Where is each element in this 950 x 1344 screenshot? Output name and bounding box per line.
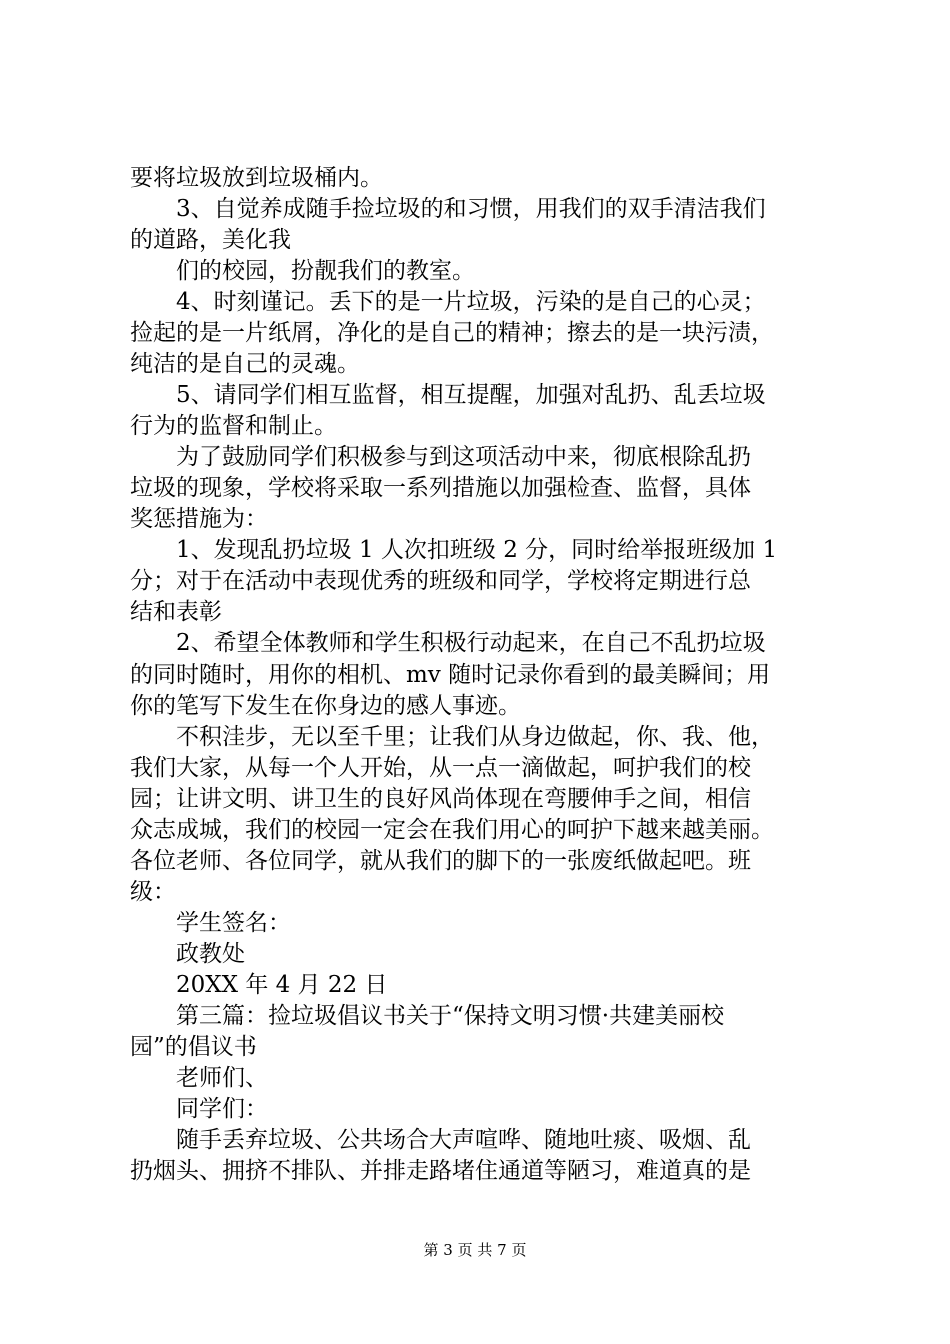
text-line: 为了鼓励同学们积极参与到这项活动中来，彻底根除乱扔 [176, 444, 751, 470]
text-line: 分；对于在活动中表现优秀的班级和同学，学校将定期进行总 [130, 568, 751, 594]
text-line: 园”的倡议书 [130, 1034, 257, 1060]
text-line: 众志成城，我们的校园一定会在我们用心的呵护下越来越美丽。 [130, 817, 774, 843]
text-line: 我们大家，从每一个人开始，从一点一滴做起，呵护我们的校 [130, 755, 751, 781]
text-line: 垃圾的现象，学校将采取一系列措施以加强检查、监督，具体 [130, 475, 751, 501]
text-line: 3、自觉养成随手捡垃圾的和习惯，用我们的双手清洁我们 [176, 196, 766, 222]
text-line: 第三篇：捡垃圾倡议书关于“保持文明习惯·共建美丽校 [176, 1003, 725, 1029]
text-line: 的道路，美化我 [130, 227, 291, 253]
text-line: 园；让讲文明、讲卫生的良好风尚体现在弯腰伸手之间，相信 [130, 786, 751, 812]
text-line: 各位老师、各位同学，就从我们的脚下的一张废纸做起吧。班 [130, 848, 751, 874]
text-line: 你的笔写下发生在你身边的感人事迹。 [130, 693, 521, 719]
text-line: 们的校园，扮靓我们的教室。 [176, 258, 475, 284]
text-line: 同学们： [176, 1096, 268, 1122]
text-line: 5、请同学们相互监督，相互提醒，加强对乱扔、乱丢垃圾 [176, 382, 766, 408]
text-line: 2、希望全体教师和学生积极行动起来，在自己不乱扔垃圾 [176, 630, 766, 656]
text-line: 1、发现乱扔垃圾 1 人次扣班级 2 分，同时给举报班级加 1 [176, 537, 778, 563]
text-line: 级： [130, 879, 176, 905]
text-line: 20XX 年 4 月 22 日 [176, 972, 388, 998]
text-line: 不积洼步，无以至千里；让我们从身边做起，你、我、他， [176, 724, 774, 750]
text-line: 行为的监督和制止。 [130, 413, 337, 439]
text-line: 随手丢弃垃圾、公共场合大声喧哗、随地吐痰、吸烟、乱 [176, 1127, 751, 1153]
text-line: 4、时刻谨记。丢下的是一片垃圾，污染的是自己的心灵； [176, 289, 766, 315]
text-line: 纯洁的是自己的灵魂。 [130, 351, 360, 377]
text-line: 要将垃圾放到垃圾桶内。 [130, 165, 383, 191]
text-line: 奖惩措施为： [130, 506, 268, 532]
page-indicator: 第 3 页 共 7 页 [423, 1241, 527, 1259]
text-line: 结和表彰 [130, 599, 222, 625]
text-line: 的同时随时，用你的相机、mv 随时记录你看到的最美瞬间；用 [130, 662, 771, 688]
text-line: 捡起的是一片纸屑，净化的是自己的精神；擦去的是一块污渍， [130, 320, 774, 346]
text-line: 扔烟头、拥挤不排队、并排走路堵住通道等陋习，难道真的是 [130, 1158, 751, 1184]
text-line: 老师们、 [176, 1065, 268, 1091]
text-line: 学生签名： [176, 910, 291, 936]
text-line: 政教处 [176, 941, 245, 967]
